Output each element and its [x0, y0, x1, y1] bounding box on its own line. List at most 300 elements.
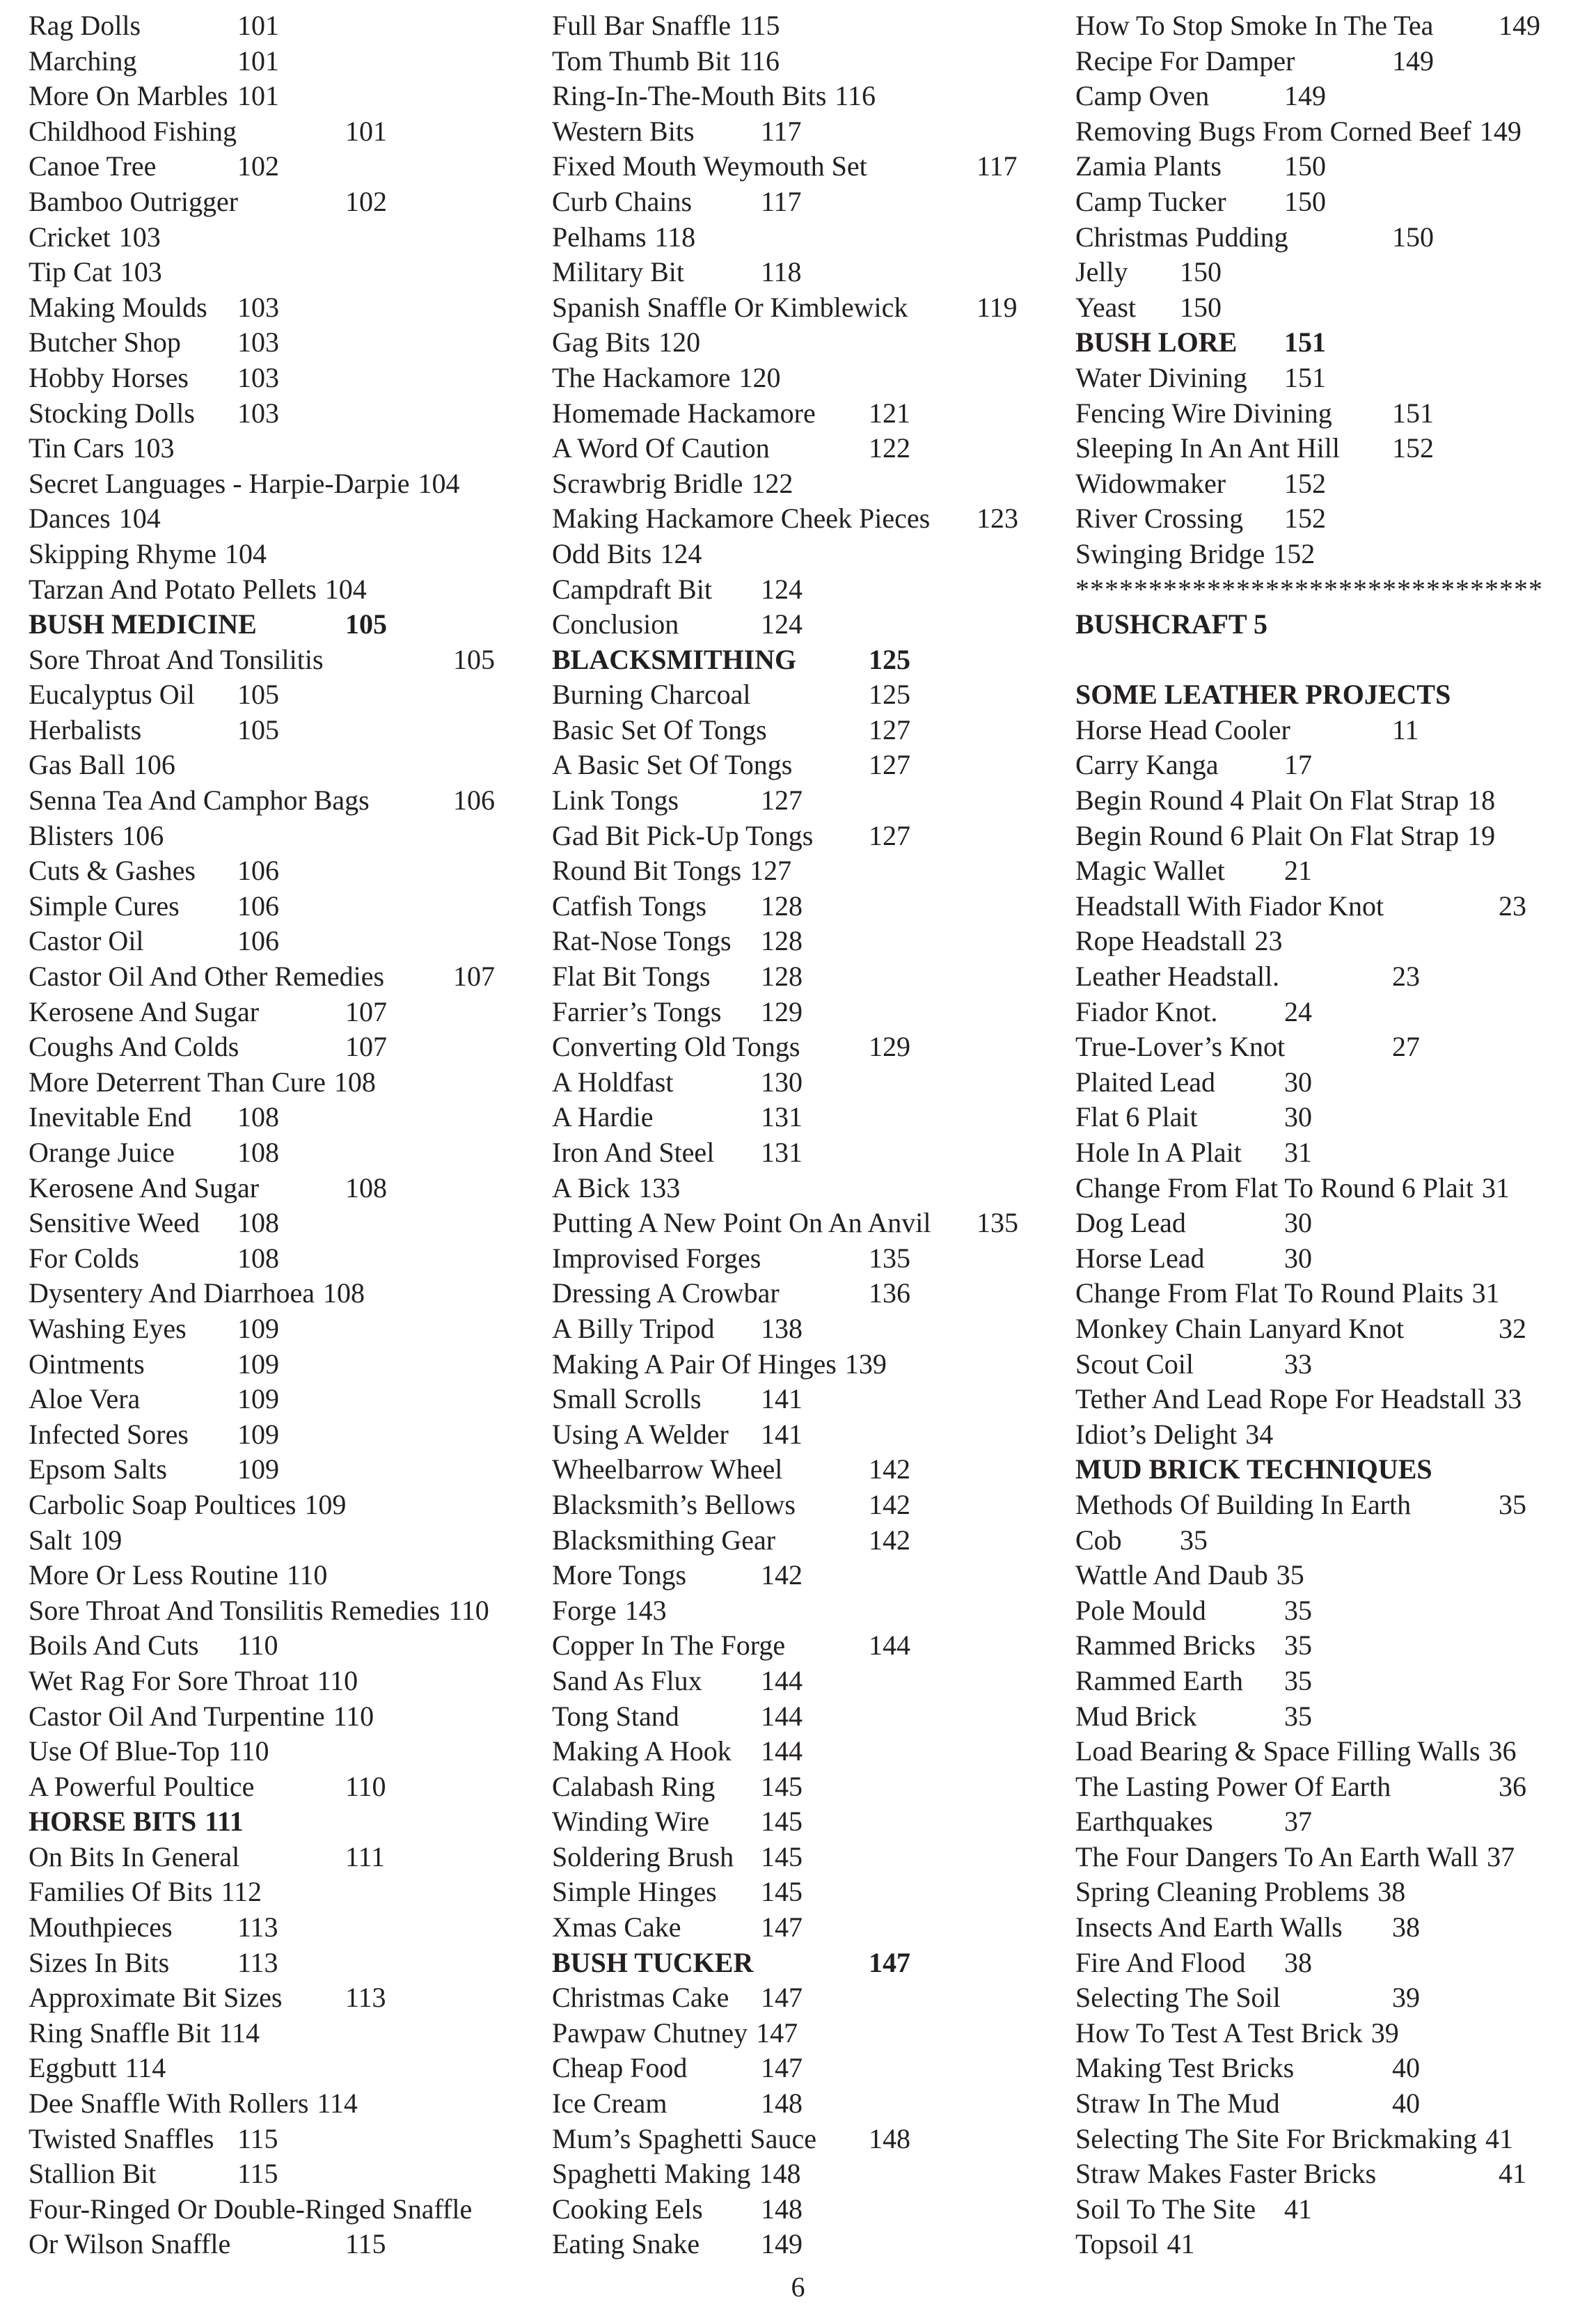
toc-entry	[1075, 819, 1577, 854]
toc-entry	[552, 1029, 1039, 1065]
toc-entry-page: 150	[1180, 291, 1222, 323]
toc-entry-title: Rag Dolls	[29, 10, 141, 41]
toc-entry-title: Sleeping In An Ant Hill	[1075, 432, 1340, 464]
toc-entry	[552, 959, 1039, 995]
toc-entry-title: Four-Ringed Or Double-Ringed Snaffle	[29, 2193, 473, 2225]
toc-entry	[1075, 1171, 1577, 1206]
toc-entry-page: 150	[1180, 256, 1222, 288]
toc-entry-title: Wheelbarrow Wheel	[552, 1453, 783, 1485]
page-number: 6	[791, 2271, 805, 2303]
toc-entry-page: 111	[205, 1806, 244, 1838]
toc-entry	[552, 1523, 1039, 1559]
toc-entry	[552, 1840, 1039, 1875]
toc-entry-page: 17	[1284, 749, 1312, 781]
toc-entry	[552, 79, 1039, 114]
toc-entry-page: 110	[286, 1559, 328, 1591]
toc-entry-page: 109	[237, 1312, 279, 1344]
toc-entry-page: 103	[237, 397, 279, 429]
toc-entry-page: 147	[869, 1946, 910, 1978]
toc-entry	[29, 1311, 530, 1347]
toc-entry	[1075, 114, 1577, 150]
toc-entry-page: 131	[761, 1137, 803, 1168]
toc-entry-title: Conclusion	[552, 608, 679, 640]
toc-entry	[1075, 1523, 1577, 1559]
toc-entry	[1075, 1734, 1577, 1769]
toc-entry	[1075, 290, 1577, 326]
toc-entry	[29, 1135, 530, 1171]
toc-entry-title: Rammed Earth	[1075, 1664, 1244, 1696]
toc-entry	[1075, 924, 1577, 959]
toc-entry	[29, 1980, 530, 2016]
toc-entry-page: 108	[237, 1242, 279, 1274]
toc-entry	[1075, 1382, 1577, 1417]
toc-entry-title: Earthquakes	[1075, 1806, 1213, 1838]
toc-entry	[552, 1135, 1039, 1171]
toc-entry-page: 30	[1284, 1066, 1312, 1098]
toc-entry-title: Horse Head Cooler	[1075, 713, 1290, 745]
toc-entry-title: Scrawbrig Bridle	[552, 467, 743, 499]
toc-entry	[29, 361, 530, 396]
toc-entry-page: 32	[1499, 1312, 1526, 1344]
toc-entry	[29, 924, 530, 959]
toc-entry-page: 113	[345, 1982, 386, 2014]
toc-entry	[29, 1699, 530, 1735]
toc-entry-page: 106	[237, 890, 279, 922]
toc-entry-page: 38	[1284, 1946, 1312, 1978]
toc-entry-page: 113	[237, 1911, 278, 1943]
toc-entry-page: 150	[1284, 185, 1326, 217]
toc-entry-title: Plaited Lead	[1075, 1066, 1216, 1098]
toc-entry-page: 124	[660, 537, 702, 569]
toc-entry	[552, 2086, 1039, 2122]
toc-entry	[1075, 1840, 1577, 1875]
toc-entry-page: 130	[761, 1066, 803, 1098]
toc-entry-title: Dysentery And Diarrhoea	[29, 1277, 315, 1309]
toc-entry-page: 27	[1392, 1031, 1420, 1063]
toc-entry-page: 144	[869, 1630, 910, 1662]
toc-entry-page: 149	[1479, 115, 1522, 147]
toc-entry-title: Mouthpieces	[29, 1911, 173, 1943]
toc-entry	[552, 1065, 1039, 1100]
toc-entry-title: Widowmaker	[1075, 467, 1226, 499]
toc-entry	[1075, 1980, 1577, 2016]
toc-entry-title: Begin Round 6 Plait On Flat Strap	[1075, 819, 1460, 851]
toc-entry-title: Fencing Wire Divining	[1075, 397, 1332, 429]
toc-entry-title: Topsoil	[1075, 2228, 1159, 2260]
toc-entry-title: Carbolic Soap Poultices	[29, 1488, 297, 1520]
toc-entry-page: 115	[345, 2228, 386, 2260]
toc-entry	[552, 184, 1039, 220]
toc-entry-page: 127	[869, 819, 910, 851]
toc-entry	[1075, 2192, 1577, 2227]
toc-entry-page: 30	[1284, 1242, 1312, 1274]
toc-entry-page: 115	[237, 2158, 278, 2190]
toc-entry-page: 107	[345, 995, 387, 1027]
toc-entry-page: 31	[1471, 1277, 1500, 1309]
toc-entry-page: 103	[237, 291, 279, 323]
toc-entry	[29, 184, 530, 220]
toc-entry-page: 145	[761, 1876, 803, 1908]
toc-entry	[1075, 1347, 1577, 1382]
toc-entry-title: Making Moulds	[29, 291, 207, 323]
toc-entry-page: 141	[761, 1383, 803, 1415]
toc-entry-page: 36	[1499, 1770, 1526, 1802]
toc-entry	[552, 2051, 1039, 2086]
toc-entry-title: A Bick	[552, 1171, 631, 1204]
toc-entry-title: For Colds	[29, 1242, 139, 1274]
toc-entry	[29, 2051, 530, 2086]
toc-entry-title: Spaghetti Making	[552, 2158, 751, 2190]
toc-entry-page: 37	[1487, 1840, 1515, 1872]
toc-entry-title: Farrier’s Tongs	[552, 995, 722, 1027]
toc-entry-title: Scout Coil	[1075, 1348, 1194, 1380]
toc-entry-page: 37	[1284, 1806, 1312, 1838]
toc-entry-title: Skipping Rhyme	[29, 537, 217, 569]
toc-entry-page: 105	[345, 608, 387, 640]
toc-entry	[1075, 184, 1577, 220]
toc-entry	[1075, 995, 1577, 1030]
toc-entry-page: 113	[237, 1946, 278, 1978]
toc-entry-page: 33	[1494, 1383, 1522, 1415]
toc-entry	[29, 149, 530, 184]
toc-entry-page: 133	[638, 1171, 681, 1204]
toc-entry-title: Gag Bits	[552, 326, 651, 358]
toc-entry-title: Dressing A Crowbar	[552, 1277, 780, 1309]
toc-entry-page: 151	[1392, 397, 1434, 429]
toc-entry-page: 103	[118, 221, 161, 253]
toc-entry	[552, 1311, 1039, 1347]
toc-entry-title: Eating Snake	[552, 2228, 700, 2260]
toc-entry-title: Ring Snaffle Bit	[29, 2017, 211, 2049]
toc-entry	[552, 2227, 1039, 2262]
toc-entry-page: 106	[237, 925, 279, 957]
toc-section-heading	[29, 607, 530, 642]
toc-entry-page: 105	[237, 679, 279, 711]
toc-entry-title: Small Scrolls	[552, 1383, 702, 1415]
toc-entry-title: Pawpaw Chutney	[552, 2017, 748, 2049]
toc-entry	[29, 783, 530, 819]
toc-entry-page: 118	[654, 221, 696, 253]
toc-entry-title: Orange Juice	[29, 1137, 175, 1168]
toc-entry-page: 107	[453, 961, 495, 993]
toc-entry	[552, 1558, 1039, 1593]
toc-column-1	[29, 8, 530, 2262]
toc-entry-title: Ring-In-The-Mouth Bits	[552, 80, 827, 112]
toc-section-heading	[1075, 607, 1577, 642]
toc-entry-title: Camp Oven	[1075, 80, 1210, 112]
toc-entry-page: 108	[237, 1207, 279, 1239]
toc-entry-page: 106	[237, 855, 279, 887]
toc-entry-page: 128	[761, 961, 803, 993]
toc-entry-title: Rammed Bricks	[1075, 1630, 1256, 1662]
toc-section-heading	[552, 642, 1039, 678]
toc-entry-page: 41	[1284, 2193, 1312, 2225]
toc-section-heading	[1075, 325, 1577, 361]
toc-entry-page: 31	[1284, 1137, 1312, 1168]
toc-entry-title: Wattle And Daub	[1075, 1559, 1268, 1591]
toc-entry-title: More On Marbles	[29, 80, 228, 112]
toc-entry-page: 106	[122, 819, 164, 851]
toc-entry	[552, 114, 1039, 150]
toc-entry-page: 35	[1180, 1524, 1208, 1556]
toc-section-heading	[1075, 677, 1577, 713]
toc-entry-page: 110	[237, 1630, 278, 1662]
toc-entry-title: Military Bit	[552, 256, 684, 288]
toc-entry-title: More Or Less Routine	[29, 1559, 278, 1591]
toc-entry-page: 149	[1392, 45, 1434, 77]
toc-entry	[1075, 361, 1577, 396]
toc-entry	[29, 1171, 530, 1206]
toc-entry	[552, 1171, 1039, 1206]
toc-entry-title: Hobby Horses	[29, 361, 189, 393]
toc-entry-title: A Hardie	[552, 1101, 654, 1133]
toc-entry	[29, 1488, 530, 1523]
toc-entry-title: Tether And Lead Rope For Headstall	[1075, 1383, 1486, 1415]
toc-entry-title: Yeast	[1075, 291, 1137, 323]
toc-entry-title: Load Bearing & Space Filling Walls	[1075, 1735, 1480, 1767]
toc-entry	[1075, 1946, 1577, 1981]
toc-entry-title: Monkey Chain Lanyard Knot	[1075, 1312, 1405, 1344]
toc-entry	[552, 325, 1039, 361]
toc-entry	[1075, 79, 1577, 114]
toc-entry-title: Burning Charcoal	[552, 679, 751, 711]
toc-entry-title: Horse Lead	[1075, 1242, 1205, 1274]
toc-section-heading	[29, 1804, 530, 1840]
toc-entry-page: 21	[1284, 855, 1312, 887]
toc-entry-title: Selecting The Site For Brickmaking	[1075, 2122, 1477, 2154]
toc-entry-page: 36	[1488, 1735, 1517, 1767]
toc-entry-page: 125	[869, 679, 910, 711]
toc-entry-title: Senna Tea And Camphor Bags	[29, 784, 370, 816]
toc-entry-title: Using A Welder	[552, 1418, 729, 1450]
toc-entry-page: 101	[237, 45, 279, 77]
toc-entry	[29, 642, 530, 678]
toc-entry-page: 106	[133, 749, 175, 781]
toc-entry	[552, 220, 1039, 255]
toc-entry	[1075, 1100, 1577, 1135]
toc-entry-page: 144	[761, 1664, 803, 1696]
toc-entry-title: Cob	[1075, 1524, 1122, 1556]
toc-entry-title: Leather Headstall.	[1075, 961, 1280, 993]
toc-entry-title: Ointments	[29, 1348, 145, 1380]
toc-entry	[29, 572, 530, 608]
toc-entry-page: 33	[1284, 1348, 1312, 1380]
toc-entry	[552, 1804, 1039, 1840]
toc-entry-title: BLACKSMITHING	[552, 643, 797, 675]
toc-entry-title: Inevitable End	[29, 1101, 192, 1133]
toc-entry	[1075, 1804, 1577, 1840]
toc-entry	[29, 2122, 530, 2157]
toc-entry-page: 110	[317, 1664, 358, 1696]
toc-entry-title: Castor Oil	[29, 925, 144, 957]
toc-entry-title: Cricket	[29, 221, 111, 253]
toc-entry	[29, 431, 530, 466]
toc-entry	[29, 2227, 530, 2262]
toc-entry-title: Secret Languages - Harpie-Darpie	[29, 467, 410, 499]
toc-entry-title: Bamboo Outrigger	[29, 185, 239, 217]
toc-entry	[1075, 1628, 1577, 1664]
toc-entry	[552, 572, 1039, 608]
toc-entry	[552, 853, 1039, 889]
toc-entry-title: Soil To The Site	[1075, 2193, 1256, 2225]
toc-entry-title: Christmas Pudding	[1075, 221, 1288, 253]
toc-entry-title: Copper In The Forge	[552, 1630, 786, 1662]
toc-entry	[552, 889, 1039, 924]
toc-entry-page: 151	[1284, 326, 1326, 358]
toc-entry	[552, 466, 1039, 502]
toc-entry-page: 150	[1284, 150, 1326, 182]
toc-entry	[29, 1382, 530, 1417]
toc-entry-page: 35	[1284, 1594, 1312, 1626]
toc-entry-page: 127	[750, 855, 792, 887]
toc-entry	[1075, 1664, 1577, 1699]
toc-entry-title: Flat Bit Tongs	[552, 961, 711, 993]
toc-entry-title: Xmas Cake	[552, 1911, 681, 1943]
toc-entry-title: How To Test A Test Brick	[1075, 2017, 1363, 2049]
toc-entry-page: 104	[118, 503, 161, 535]
toc-entry-page: 152	[1392, 432, 1434, 464]
toc-entry-title: Tip Cat	[29, 256, 112, 288]
toc-entry-page: 145	[761, 1806, 803, 1838]
toc-entry-title: Eucalyptus Oil	[29, 679, 195, 711]
toc-entry	[29, 325, 530, 361]
toc-entry-title: Gad Bit Pick-Up Tongs	[552, 819, 814, 851]
toc-entry	[29, 1065, 530, 1100]
toc-entry-title: Converting Old Tongs	[552, 1031, 800, 1063]
toc-entry-page: 110	[228, 1735, 269, 1767]
toc-entry-title: Full Bar Snaffle	[552, 10, 732, 41]
toc-entry-title: Iron And Steel	[552, 1137, 715, 1168]
toc-entry-title: Mud Brick	[1075, 1700, 1197, 1732]
toc-entry	[552, 1734, 1039, 1769]
toc-entry-page: 139	[844, 1348, 887, 1380]
toc-entry-page: 38	[1377, 1876, 1406, 1908]
toc-entry-page: 152	[1284, 467, 1326, 499]
toc-entry	[29, 995, 530, 1030]
toc-entry	[1075, 1875, 1577, 1910]
toc-entry-title: Making Hackamore Cheek Pieces	[552, 503, 931, 535]
toc-entry	[1075, 713, 1577, 748]
toc-entry	[552, 607, 1039, 642]
toc-entry-title: Sore Throat And Tonsilitis	[29, 643, 324, 675]
toc-entry-title: Selecting The Soil	[1075, 1982, 1281, 2014]
toc-entry-title: Catfish Tongs	[552, 890, 707, 922]
toc-entry	[29, 220, 530, 255]
toc-entry-title: A Word Of Caution	[552, 432, 770, 464]
toc-entry-page: 108	[237, 1101, 279, 1133]
toc-entry-page: 128	[761, 925, 803, 957]
toc-entry	[1075, 2051, 1577, 2086]
toc-entry	[1075, 1417, 1577, 1453]
toc-entry-page: 105	[453, 643, 495, 675]
toc-entry-page: 117	[761, 115, 802, 147]
toc-entry-page: 109	[237, 1418, 279, 1450]
toc-entry-page: 103	[120, 256, 162, 288]
toc-entry	[29, 1241, 530, 1277]
toc-entry-title: Dances	[29, 503, 111, 535]
toc-entry-title: Straw Makes Faster Bricks	[1075, 2158, 1377, 2190]
toc-entry-title: BUSH TUCKER	[552, 1946, 754, 1978]
toc-entry-title: Swinging Bridge	[1075, 537, 1265, 569]
toc-entry	[1075, 889, 1577, 924]
toc-entry-title: Rope Headstall	[1075, 925, 1247, 957]
toc-entry-page: 105	[237, 713, 279, 745]
toc-entry-title: ********************************	[1075, 573, 1543, 605]
toc-entry-page: 148	[761, 2193, 803, 2225]
toc-entry-title: On Bits In General	[29, 1840, 240, 1872]
toc-entry	[29, 1910, 530, 1946]
toc-entry-page: 142	[869, 1488, 910, 1520]
toc-entry-page: 109	[237, 1453, 279, 1485]
toc-entry-page: 128	[761, 890, 803, 922]
toc-entry-title: Making A Pair Of Hinges	[552, 1348, 837, 1380]
toc-entry	[552, 1664, 1039, 1699]
toc-entry	[29, 889, 530, 924]
toc-entry-title: Cuts & Gashes	[29, 855, 196, 887]
toc-entry	[552, 255, 1039, 290]
toc-entry-title: BUSHCRAFT 5	[1075, 608, 1267, 640]
toc-entry-title: BUSH LORE	[1075, 326, 1238, 358]
toc-entry	[29, 2016, 530, 2051]
toc-entry	[29, 1558, 530, 1593]
toc-entry-title: Sand As Flux	[552, 1664, 702, 1696]
toc-entry-page: 109	[237, 1348, 279, 1380]
toc-entry	[552, 783, 1039, 819]
toc-entry-title: Spanish Snaffle Or Kimblewick	[552, 291, 908, 323]
toc-entry	[29, 2086, 530, 2122]
toc-entry-title: Sore Throat And Tonsilitis Remedies	[29, 1594, 441, 1626]
toc-entry-title: Putting A New Point On An Anvil	[552, 1207, 931, 1239]
toc-entry-page: 119	[977, 291, 1018, 323]
toc-entry-page: 40	[1392, 2088, 1420, 2120]
toc-entry-page: 117	[761, 185, 802, 217]
toc-entry-page: 135	[869, 1242, 910, 1274]
toc-entry-page: 114	[219, 2017, 260, 2049]
toc-section-heading	[1075, 1452, 1577, 1488]
toc-entry-page: 148	[761, 2088, 803, 2120]
toc-entry-page: 142	[869, 1453, 910, 1485]
toc-entry-page: 117	[977, 150, 1018, 182]
toc-entry	[29, 2192, 530, 2227]
toc-entry	[29, 1276, 530, 1311]
toc-entry-page: 115	[237, 2122, 278, 2154]
toc-entry	[1075, 466, 1577, 502]
toc-entry	[1075, 396, 1577, 432]
toc-entry-page: 144	[761, 1700, 803, 1732]
toc-entry	[1075, 1135, 1577, 1171]
toc-entry-page: 23	[1499, 890, 1526, 922]
toc-entry	[29, 1593, 530, 1629]
toc-entry-page: 120	[658, 326, 701, 358]
toc-entry-title: Dog Lead	[1075, 1207, 1186, 1239]
toc-entry-title: Soldering Brush	[552, 1840, 734, 1872]
toc-entry	[29, 2156, 530, 2192]
toc-entry-page: 101	[237, 80, 279, 112]
toc-entry-page: 31	[1482, 1171, 1510, 1204]
toc-entry	[1075, 1311, 1577, 1347]
toc-entry-title: Rat-Nose Tongs	[552, 925, 732, 957]
toc-entry-title: More Tongs	[552, 1559, 687, 1591]
toc-entry-page: 129	[761, 995, 803, 1027]
toc-entry-page: 30	[1284, 1101, 1312, 1133]
toc-entry-title: A Powerful Poultice	[29, 1770, 255, 1802]
toc-entry-page: 109	[80, 1524, 123, 1556]
toc-entry-title: Forge	[552, 1594, 617, 1626]
toc-entry-page: 142	[869, 1524, 910, 1556]
toc-entry-page: 35	[1284, 1700, 1312, 1732]
toc-entry-title: Families Of Bits	[29, 1876, 213, 1908]
toc-entry-page: 108	[345, 1171, 387, 1204]
